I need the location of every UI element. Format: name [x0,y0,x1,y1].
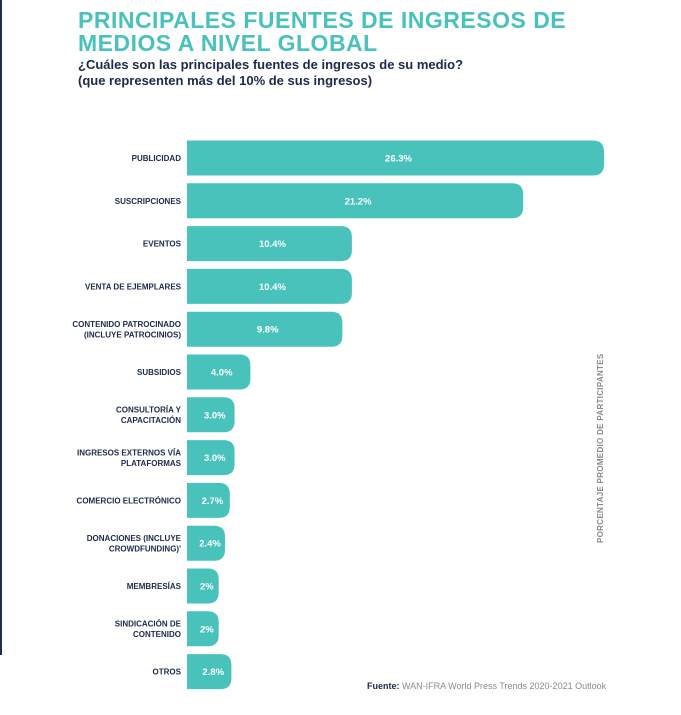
bar-value-label: 10.4% [258,281,286,293]
bar-value-label: 2.4% [199,538,221,550]
category-label-line: (INCLUYE PATROCINIOS) [83,330,181,340]
category-label-line: SINDICACIÓN DE [114,619,181,629]
category-label-line: CAPACITACIÓN [120,416,181,426]
axis-note: PORCENTAJE PROMEDIO DE PARTICIPANTES [596,353,605,543]
category-label [87,534,182,554]
category-label-line: DONACIONES (INCLUYE [86,533,181,543]
chart-title-line-1: PRINCIPALES FUENTES DE INGRESOS DE [78,7,567,33]
chart-title-line-2: MEDIOS A NIVEL GLOBAL [78,30,378,56]
category-label [115,197,182,206]
category-label-line: PUBLICIDAD [131,154,181,163]
category-label-line: CROWDFUNDING)' [108,544,181,554]
category-label-line: COMERCIO ELECTRÓNICO [76,496,181,506]
bar-value-label: 3.0% [203,453,226,465]
category-label-line: EVENTOS [142,239,181,249]
bar-value-label: 3.0% [203,410,226,422]
category-label-line: CONTENIDO PATROCINADO [72,319,181,329]
category-label-line: PLATAFORMAS [120,458,181,468]
category-label [77,496,181,505]
bar-value-label: 21.2% [344,196,372,208]
bar-value-label: 10.4% [258,239,286,251]
chart-subtitle-line-2: (que representen más del 10% de sus ingresos) [78,73,373,88]
category-label [85,282,182,291]
category-label-line: SUBSIDIOS [136,368,181,377]
category-label-line: CONTENIDO [133,630,181,640]
category-label-line: OTROS [152,667,181,677]
category-label [132,154,182,163]
bar-value-label: 26.3% [385,153,412,165]
category-label [116,406,182,426]
category-label-line: VENTA DE EJEMPLARES [84,282,181,292]
category-label [143,240,182,249]
category-label [127,582,182,591]
category-label [72,320,181,340]
bar-value-label: 2% [199,581,214,593]
category-label-line: SUSCRIPCIONES [114,196,181,206]
bar-value-label: 2% [199,624,214,636]
category-label-line: INGRESOS EXTERNOS VÍA [76,448,181,458]
category-label-line: MEMBRESÍAS [126,582,181,591]
category-label [115,620,182,640]
category-label-line: CONSULTORÍA Y [115,405,181,415]
category-label [77,448,182,468]
category-label [137,368,182,377]
source-note [367,681,606,691]
bar-value-label: 2.7% [201,495,224,507]
source-label: Fuente: [367,681,400,691]
category-label [153,668,182,677]
bar-value-label: 9.8% [256,324,279,336]
bar-value-label: 4.0% [210,367,233,379]
bar-value-label: 2.8% [202,667,225,679]
source-text: WAN-IFRA World Press Trends 2020-2021 Outlook [402,681,607,691]
chart-subtitle-line-1: ¿Cuáles son las principales fuentes de ingresos de su medio? [78,57,464,72]
